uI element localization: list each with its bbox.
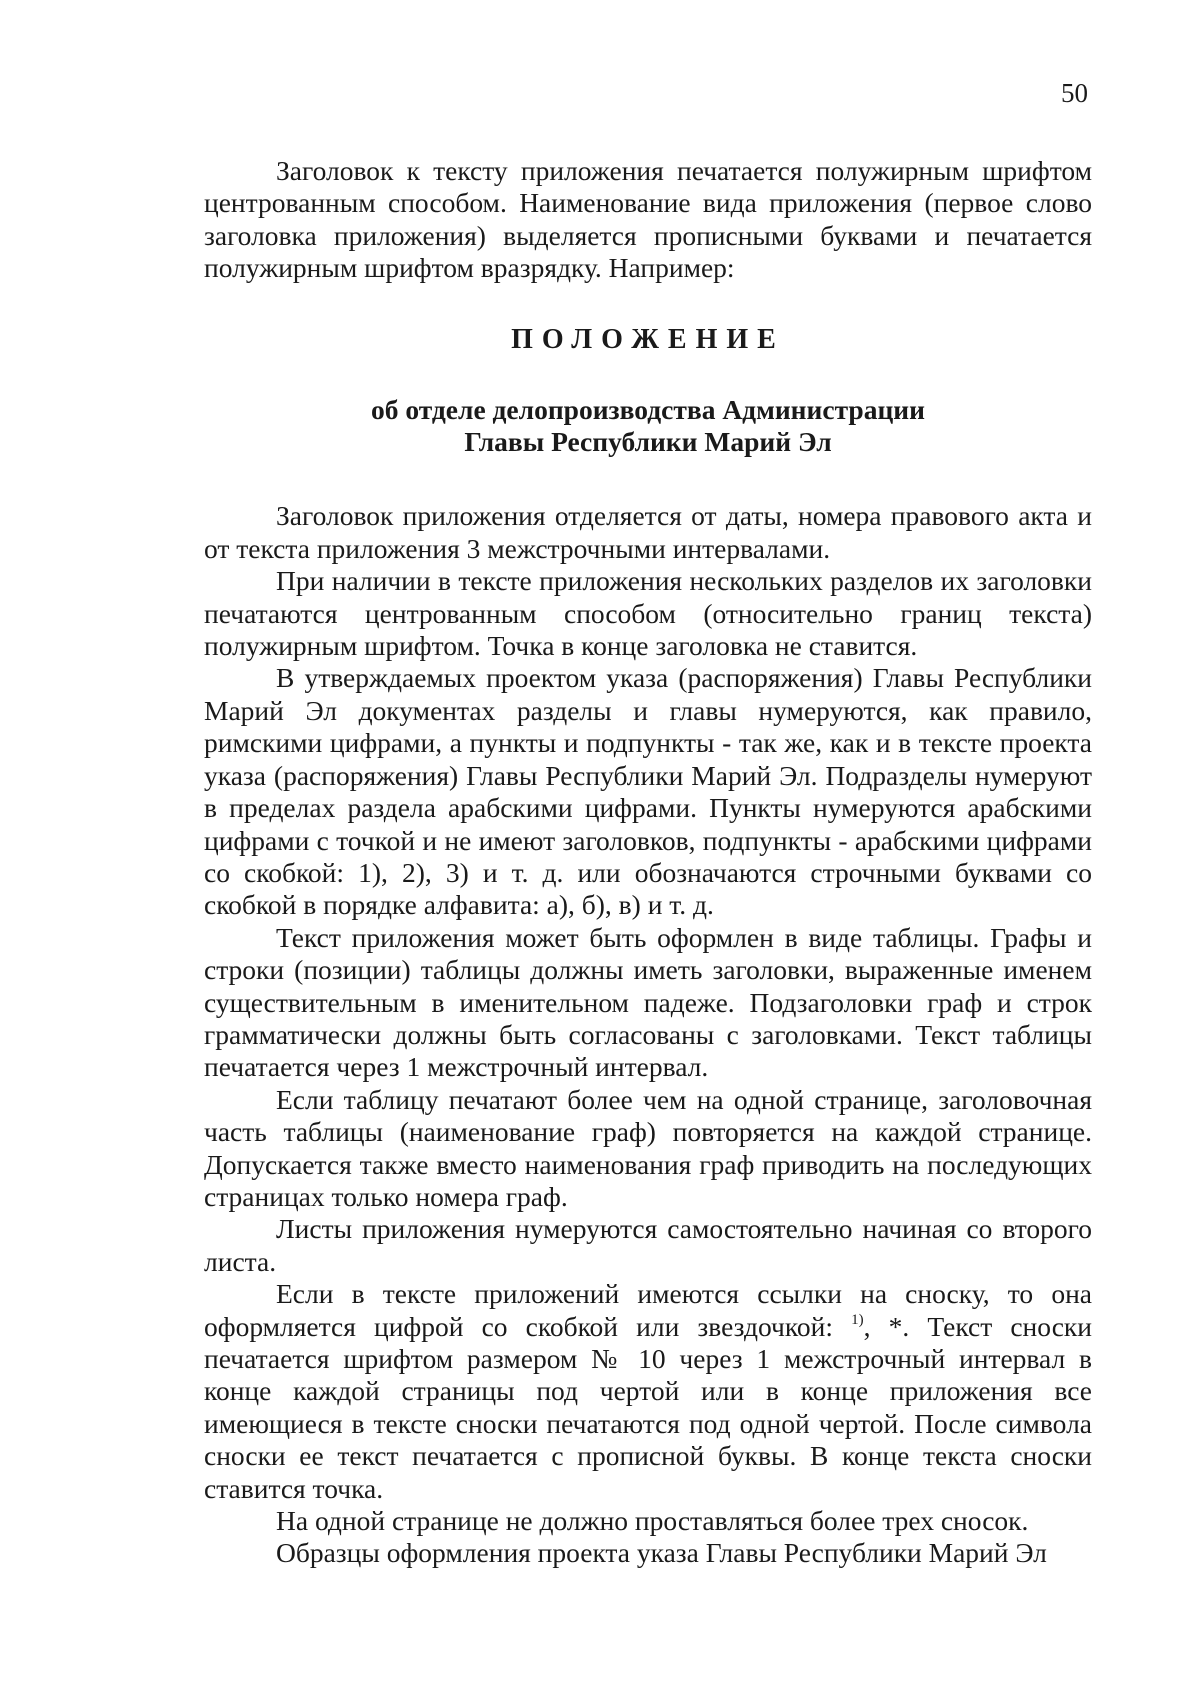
paragraph-numbering: В утверждаемых проектом указа (распоряжения) Главы Республики Марий Эл документах разделы и главы нумеруются, как правило, римскими цифрами, а пункты и подпункты - так же, как и в тексте проекта указа (распоряжения) Главы Республики Марий Эл. Подразделы нумеруют в пределах раздела арабскими цифрами. Пункты нумеруются арабскими цифрами с точкой и не имеют заголовков, подпункты - арабскими цифрами со скобкой: 1), 2), 3) и т. д. или обозначаются строчными буквами со скобкой в порядке алфавита: а), б), в) и т. д. (204, 662, 1092, 921)
example-doc-type: ПОЛОЖЕНИЕ (511, 323, 785, 355)
page-number: 50 (1061, 78, 1088, 108)
paragraph-sheet-numbering: Листы приложения нумеруются самостоятельно начиная со второго листа. (204, 1213, 1092, 1277)
paragraph-section-headings: При наличии в тексте приложения нескольких разделов их заголовки печатаются центрованным способом (относительно границ текста) полужирным шрифтом. Точка в конце заголовка не ставится. (204, 565, 1092, 662)
example-title-line-2: Главы Республики Марий Эл (464, 426, 832, 458)
paragraph-title-spacing: Заголовок приложения отделяется от даты, номера правового акта и от текста приложения 3 межстрочными интервалами. (204, 500, 1092, 564)
footnote-mark: 1) (851, 1311, 864, 1328)
paragraph-title-formatting: Заголовок к тексту приложения печатается полужирным шрифтом центрованным способом. Наименование вида приложения (первое слово заголовка приложения) выделяется прописными буквами и печатается полужирным шрифтом вразрядку. Например: (204, 155, 1092, 284)
paragraph-tables: Текст приложения может быть оформлен в виде таблицы. Графы и строки (позиции) таблицы должны иметь заголовки, выраженные именем существительным в именительном падеже. Подзаголовки граф и строк грамматически должны быть согласованы с заголовками. Текст таблицы печатается через 1 межстрочный интервал. (204, 921, 1092, 1083)
paragraph-footnote-limit: На одной странице не должно проставляться более трех сносок. (276, 1505, 1029, 1537)
paragraph-samples: Образцы оформления проекта указа Главы Республики Марий Эл (276, 1537, 1047, 1569)
paragraph-footnotes (204, 1278, 1092, 1505)
footnote-text-after: , *. Текст сноски печатается шрифтом размером № 10 через 1 межстрочный интервал в конце каждой страницы под чертой или в конце приложения все имеющиеся в тексте сноски печатаются под одной чертой. После символа сноски ее текст печатается с прописной буквы. В конце текста сноски ставится точка. (204, 1310, 1092, 1504)
example-doc-title (204, 394, 1092, 459)
example-title-line-1: об отделе делопроизводства Администрации (370, 393, 925, 425)
paragraph-multipage-table: Если таблицу печатают более чем на одной странице, заголовочная часть таблицы (наименование граф) повторяется на каждой странице. Допускается также вместо наименования граф приводить на последующих страницах только номера граф. (204, 1083, 1092, 1212)
footnote-text-before: Если в тексте приложений имеются ссылки на сноску, то она оформляется цифрой со скобкой или звездочкой: (204, 1278, 1092, 1342)
document-body (204, 155, 1092, 1570)
